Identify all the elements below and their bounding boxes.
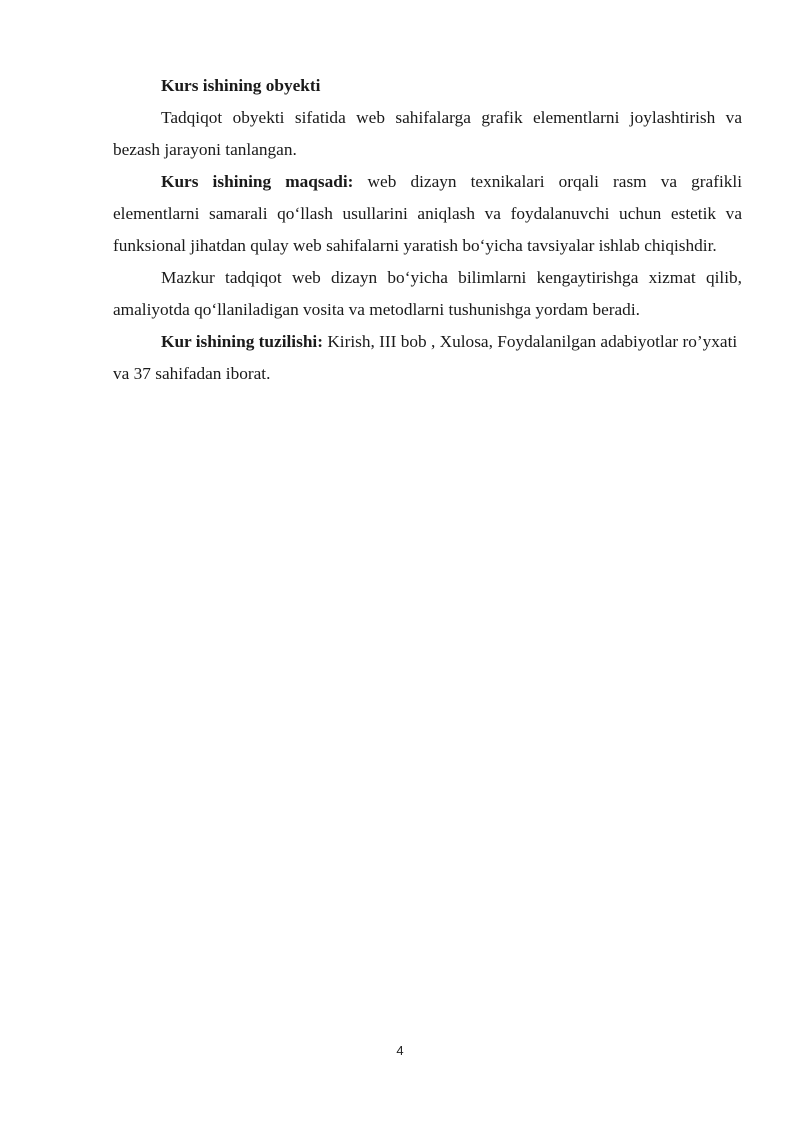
page-number: 4 <box>396 1043 404 1058</box>
structure-label: Kur ishining tuzilishi: <box>161 332 323 351</box>
object-heading: Kurs ishining obyekti <box>161 76 321 95</box>
structure-paragraph <box>113 326 742 390</box>
purpose-label: Kurs ishining maqsadi: <box>161 172 354 191</box>
purpose-text: web dizayn texnikalari orqali rasm va grafikli elementlarni samarali qo‘llash usullarini aniqlash va foydalanuvchi uchun estetik va funksional jihatdan qulay web sahifalarni yaratish bo‘yicha tavsiyalar ishlab chiqishdir. <box>113 172 742 255</box>
object-paragraph: Tadqiqot obyekti sifatida web sahifalarga grafik elementlarni joylashtirish va bezash jarayoni tanlangan. <box>113 108 742 159</box>
structure-text: Kirish, III bob , Xulosa, Foydalanilgan adabiyotlar ro’yxati va 37 sahifadan iborat. <box>113 332 738 383</box>
page-body <box>113 70 742 390</box>
significance-paragraph: Mazkur tadqiqot web dizayn bo‘yicha bilimlarni kengaytirishga xizmat qilib, amaliyotda qo‘llaniladigan vosita va metodlarni tushunishga yordam beradi. <box>113 268 742 319</box>
purpose-paragraph <box>113 166 742 262</box>
